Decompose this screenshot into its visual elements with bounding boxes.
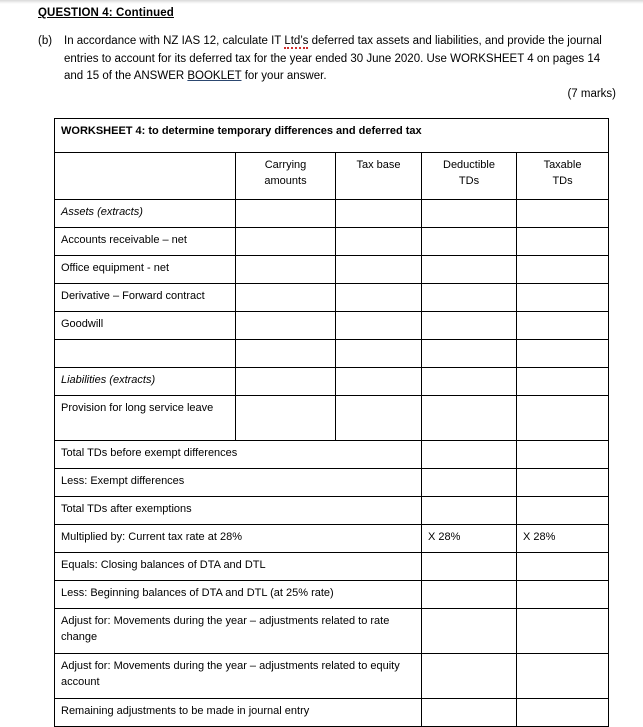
cell-taxable-adjust-rate-change[interactable] xyxy=(517,609,609,654)
cell-taxbase-goodwill[interactable] xyxy=(336,312,422,340)
cell-taxable-adjust-equity[interactable] xyxy=(517,654,609,699)
cell-taxbase-office-equipment[interactable] xyxy=(336,256,422,284)
row-label-less-beginning-balances: Less: Beginning balances of DTA and DTL (at 25% rate) xyxy=(55,581,422,609)
carrying-amounts-line2: amounts xyxy=(264,175,307,187)
cell-deductible-liabilities[interactable] xyxy=(422,368,517,396)
cell-taxbase-liabilities[interactable] xyxy=(336,368,422,396)
table-row xyxy=(55,340,609,368)
cell-taxable-provision[interactable] xyxy=(517,396,609,441)
cell-deductible-adjust-rate-change[interactable] xyxy=(422,609,517,654)
window-top-edge xyxy=(0,0,643,4)
cell-deductible-blank-spacer[interactable] xyxy=(422,340,517,368)
worksheet-title: WORKSHEET 4: to determine temporary differences and deferred tax xyxy=(55,119,609,153)
page-title: QUESTION 4: Continued xyxy=(38,7,174,19)
cell-taxable-derivative[interactable] xyxy=(517,284,609,312)
cell-taxable-office-equipment[interactable] xyxy=(517,256,609,284)
cell-taxbase-provision[interactable] xyxy=(336,396,422,441)
cell-deductible-total-after-exemptions[interactable] xyxy=(422,497,517,525)
row-label-provision-long-service-leave: Provision for long service leave xyxy=(55,396,236,441)
column-header-carrying-amounts xyxy=(236,153,336,200)
table-row xyxy=(55,441,609,469)
row-label-equals-closing-balances: Equals: Closing balances of DTA and DTL xyxy=(55,553,422,581)
booklet-underlined-word: BOOKLET xyxy=(187,70,242,82)
cell-deductible-remaining-adjustments[interactable] xyxy=(422,699,517,727)
row-label-total-tds-after-exemptions: Total TDs after exemptions xyxy=(55,497,422,525)
cell-carrying-liabilities[interactable] xyxy=(236,368,336,396)
cell-carrying-goodwill[interactable] xyxy=(236,312,336,340)
cell-carrying-blank-spacer[interactable] xyxy=(236,340,336,368)
cell-carrying-accounts-receivable[interactable] xyxy=(236,228,336,256)
deductible-tds-line2: TDs xyxy=(458,175,480,187)
cell-deductible-total-before-exempt[interactable] xyxy=(422,441,517,469)
cell-taxable-less-exempt[interactable] xyxy=(517,469,609,497)
table-row xyxy=(55,497,609,525)
cell-taxable-assets[interactable] xyxy=(517,200,609,228)
cell-taxbase-blank-spacer[interactable] xyxy=(336,340,422,368)
marks-allocation: (7 marks) xyxy=(567,88,616,100)
worksheet-table xyxy=(54,118,609,727)
row-label-less-exempt-differences: Less: Exempt differences xyxy=(55,469,422,497)
table-row xyxy=(55,200,609,228)
table-row xyxy=(55,228,609,256)
carrying-amounts-line1: Carrying xyxy=(264,159,307,171)
table-row xyxy=(55,312,609,340)
row-label-derivative-forward-contract: Derivative – Forward contract xyxy=(55,284,236,312)
column-header-tax-base xyxy=(336,153,422,200)
taxable-tds-line1: Taxable xyxy=(543,159,582,171)
spellcheck-flagged-word: Ltd’s xyxy=(284,35,309,47)
table-row xyxy=(55,368,609,396)
table-row xyxy=(55,469,609,497)
taxable-tds-line2: TDs xyxy=(552,175,573,187)
cell-taxable-liabilities[interactable] xyxy=(517,368,609,396)
deductible-tds-line1: Deductible xyxy=(443,159,495,171)
question-part-b xyxy=(38,33,616,86)
row-label-goodwill: Goodwill xyxy=(55,312,236,340)
table-row xyxy=(55,284,609,312)
cell-deductible-beginning-balances[interactable] xyxy=(422,581,517,609)
row-label-accounts-receivable: Accounts receivable – net xyxy=(55,228,236,256)
table-row xyxy=(55,525,609,553)
cell-taxable-accounts-receivable[interactable] xyxy=(517,228,609,256)
worksheet-title-row xyxy=(55,119,609,153)
cell-taxable-total-before-exempt[interactable] xyxy=(517,441,609,469)
column-header-deductible-tds xyxy=(422,153,517,200)
cell-taxable-tax-rate[interactable]: X 28% xyxy=(517,525,609,553)
cell-carrying-office-equipment[interactable] xyxy=(236,256,336,284)
cell-taxable-total-after-exemptions[interactable] xyxy=(517,497,609,525)
table-row xyxy=(55,699,609,727)
row-label-remaining-adjustments: Remaining adjustments to be made in journal entry xyxy=(55,699,422,727)
cell-carrying-assets[interactable] xyxy=(236,200,336,228)
part-text-segment-3: for your answer. xyxy=(241,70,327,82)
part-body-text xyxy=(64,33,616,86)
cell-carrying-derivative[interactable] xyxy=(236,284,336,312)
row-label-office-equipment: Office equipment - net xyxy=(55,256,236,284)
worksheet-table-body xyxy=(55,119,609,727)
cell-deductible-tax-rate[interactable]: X 28% xyxy=(422,525,517,553)
cell-deductible-office-equipment[interactable] xyxy=(422,256,517,284)
column-header-taxable-tds xyxy=(517,153,609,200)
part-text-segment-2: deferred tax assets and liabilities, and provide the journal entries to account for its deferred tax for the year ended 30 June 2020. Use WORKSHEET 4 on pages 14 and 15 of the ANSWER xyxy=(64,35,602,82)
worksheet-header-row xyxy=(55,153,609,200)
cell-deductible-provision[interactable] xyxy=(422,396,517,441)
cell-taxable-closing-balances[interactable] xyxy=(517,553,609,581)
row-label-multiplied-by-current-tax-rate: Multiplied by: Current tax rate at 28% xyxy=(55,525,422,553)
cell-taxable-blank-spacer[interactable] xyxy=(517,340,609,368)
table-row xyxy=(55,396,609,441)
cell-taxbase-assets[interactable] xyxy=(336,200,422,228)
cell-taxable-goodwill[interactable] xyxy=(517,312,609,340)
table-row xyxy=(55,553,609,581)
row-label-blank-spacer xyxy=(55,340,236,368)
cell-taxbase-accounts-receivable[interactable] xyxy=(336,228,422,256)
table-row xyxy=(55,654,609,699)
row-label-assets-extracts: Assets (extracts) xyxy=(55,200,236,228)
table-row xyxy=(55,256,609,284)
table-row xyxy=(55,581,609,609)
part-label: (b) xyxy=(38,35,53,47)
row-label-adjust-equity-account: Adjust for: Movements during the year – adjustments related to equity account xyxy=(55,654,422,699)
cell-deductible-assets[interactable] xyxy=(422,200,517,228)
cell-deductible-closing-balances[interactable] xyxy=(422,553,517,581)
column-header-blank xyxy=(55,153,236,200)
cell-deductible-goodwill[interactable] xyxy=(422,312,517,340)
part-text-segment-1: In accordance with NZ IAS 12, calculate IT xyxy=(64,35,285,47)
row-label-liabilities-extracts: Liabilities (extracts) xyxy=(55,368,236,396)
cell-taxbase-derivative[interactable] xyxy=(336,284,422,312)
cell-taxable-remaining-adjustments[interactable] xyxy=(517,699,609,727)
row-label-adjust-rate-change: Adjust for: Movements during the year – adjustments related to rate change xyxy=(55,609,422,654)
cell-carrying-provision[interactable] xyxy=(236,396,336,441)
cell-deductible-less-exempt[interactable] xyxy=(422,469,517,497)
tax-base-line1: Tax base xyxy=(356,159,401,171)
table-row xyxy=(55,609,609,654)
worksheet-table-container xyxy=(54,118,608,727)
cell-deductible-adjust-equity[interactable] xyxy=(422,654,517,699)
cell-deductible-derivative[interactable] xyxy=(422,284,517,312)
cell-taxable-beginning-balances[interactable] xyxy=(517,581,609,609)
row-label-total-tds-before-exempt: Total TDs before exempt differences xyxy=(55,441,422,469)
cell-deductible-accounts-receivable[interactable] xyxy=(422,228,517,256)
